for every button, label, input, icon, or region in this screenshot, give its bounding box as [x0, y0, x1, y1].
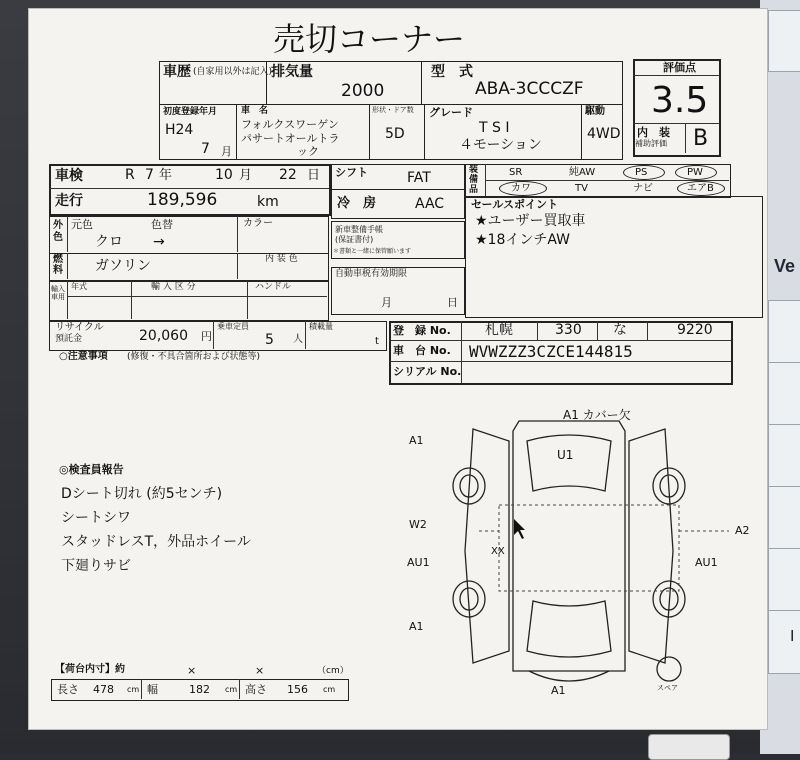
diagram-u1: U1 — [557, 448, 574, 462]
drive-label: 駆動 — [585, 106, 605, 117]
divider — [389, 340, 731, 341]
sheet-title: 売切コーナー — [273, 20, 466, 58]
shift-value: FAT — [407, 170, 431, 186]
car-name-label: 車 名 — [241, 106, 269, 116]
background-button — [648, 734, 730, 760]
displacement-value: 2000 — [341, 81, 385, 101]
capacity-label: 乗車定員 — [217, 322, 249, 331]
color-side-label: 外 色 — [53, 220, 63, 243]
interior-color-label: 内 装 色 — [265, 254, 298, 264]
unit-day: 日 — [307, 168, 321, 183]
note-3: スタッドレスT，外品ホイール — [61, 534, 251, 550]
diagram-a2: A2 — [735, 524, 750, 537]
width-value: 182 — [189, 683, 210, 696]
divider — [141, 679, 142, 699]
panel-cell — [768, 548, 800, 612]
recycle-value: 20,060 — [139, 328, 188, 344]
score-label: 評価点 — [663, 61, 696, 74]
width-label: 幅 — [147, 683, 158, 696]
equip-tv: TV — [575, 183, 588, 194]
panel-cell — [768, 610, 800, 674]
interior-sub: 補助評価 — [635, 139, 667, 148]
interior-label: 内 装 — [637, 126, 670, 139]
inspection-day: 22 — [279, 167, 297, 183]
equip-airbag: エアB — [687, 183, 714, 194]
height-label: 高さ — [245, 683, 267, 696]
divider — [67, 253, 68, 279]
interior-score: B — [693, 126, 709, 151]
tax-month: 月 — [381, 296, 392, 309]
color-value: クロ — [95, 234, 123, 250]
capacity-unit: 人 — [293, 334, 303, 345]
note-4: 下廻りサビ — [61, 558, 131, 574]
ac-label: 冷 房 — [337, 196, 377, 211]
equip-pw: PW — [687, 167, 703, 178]
divider — [131, 281, 132, 319]
mileage-unit: km — [257, 194, 279, 210]
height-value: 156 — [287, 683, 308, 696]
divider — [247, 281, 248, 319]
divider — [67, 296, 327, 297]
panel-cell — [768, 10, 800, 72]
shape-label: 形状・ドア数 — [372, 106, 414, 114]
serial-label: シリアル No. — [393, 365, 462, 378]
month-unit: 月 — [221, 145, 232, 158]
diagram-a1-left-bottom: A1 — [409, 620, 424, 633]
equipment-side-label: 装 備 品 — [469, 165, 479, 195]
import-side-label: 輸入 車用 — [51, 285, 65, 302]
capacity-value: 5 — [265, 332, 274, 348]
grade-line2: ４モーション — [459, 137, 542, 153]
reg-number: 9220 — [677, 322, 713, 338]
tax-day: 日 — [447, 296, 458, 309]
divider — [237, 216, 238, 252]
color-change-label: 色替 — [151, 218, 173, 231]
len-unit: cm — [127, 685, 140, 694]
panel-header-text: Ve — [774, 256, 796, 276]
inspection-label: 車検 — [55, 168, 83, 184]
panel-cell-text: I — [790, 628, 795, 645]
unit-month: 月 — [239, 168, 253, 183]
history-note: (自家用以外は記入) — [193, 67, 273, 77]
score-value: 3.5 — [651, 80, 709, 121]
inspector-label: ◎検査員報告 — [59, 463, 124, 476]
model-value: ABA-3CCCZF — [475, 79, 584, 99]
color-orig-label: 元色 — [71, 218, 93, 231]
load-label: 積載量 — [309, 322, 333, 331]
panel-cell — [768, 300, 800, 364]
equip-navi: ナビ — [633, 183, 653, 194]
unit-year: 年 — [159, 168, 173, 183]
grade-line1: T S I — [479, 120, 510, 136]
reg-city: 札幌 — [485, 322, 513, 338]
equip-genuine-aw: 純AW — [569, 167, 596, 178]
cargo-cm-label: （cm） — [317, 666, 349, 676]
caution-label: ○注意事項 — [59, 351, 108, 362]
handle-label: ハンドル — [255, 282, 292, 292]
month-value: 7 — [201, 141, 210, 157]
panel-cell — [768, 362, 800, 426]
car-name-line2: パサートオールトラ — [241, 132, 340, 145]
divider — [213, 321, 214, 349]
reg-kana: な — [613, 322, 627, 338]
width-unit: cm — [225, 685, 238, 694]
cargo-label: 【荷台内寸】約 — [55, 664, 125, 675]
note-1: Dシート切れ (約5センチ) — [61, 486, 223, 502]
history-label: 車歴 — [163, 64, 191, 80]
first-reg-label: 初度登録年月 — [163, 107, 218, 117]
cargo-x1: × — [187, 664, 197, 677]
diagram-w2: W2 — [409, 518, 427, 531]
manual-note: ＊書類と一緒に保管願います — [333, 248, 412, 255]
auction-sheet — [28, 8, 768, 730]
manual-label: 新車整備手帳 (保証書付) — [335, 225, 383, 244]
fuel-side-label: 燃 料 — [53, 254, 63, 276]
diagram-xx: XX — [491, 546, 505, 557]
divider — [597, 321, 598, 340]
divider — [633, 123, 719, 124]
sales-line2: ★18インチAW — [475, 232, 571, 248]
fuel-value: ガソリン — [95, 258, 151, 274]
equip-sr: SR — [509, 167, 523, 178]
grade-label: グレード — [429, 106, 473, 119]
recycle-sub: 預託金 — [55, 334, 83, 344]
note-2: シートシワ — [61, 510, 131, 526]
drive-value: 4WD — [587, 126, 621, 142]
len-label: 長さ — [57, 683, 79, 696]
divider — [389, 361, 731, 362]
len-value: 478 — [93, 683, 114, 696]
divider — [305, 321, 306, 349]
doors-value: 5D — [385, 126, 405, 142]
import-type-label: 輸 入 区 分 — [151, 282, 196, 292]
chassis-label: 車 台 No. — [393, 344, 451, 357]
divider — [239, 679, 240, 699]
import-year-label: 年式 — [71, 282, 87, 291]
recycle-unit: 円 — [201, 330, 212, 343]
color-code-label: カラー — [243, 218, 273, 229]
panel-cell — [768, 424, 800, 488]
sales-label: セールスポイント — [471, 198, 559, 211]
car-name-line1: フォルクスワーゲン — [241, 118, 339, 131]
year-value: H24 — [165, 122, 194, 138]
ac-value: AAC — [415, 196, 445, 212]
divider — [685, 123, 686, 153]
divider — [537, 321, 538, 340]
height-unit: cm — [323, 685, 336, 694]
caution-note: (修復・不具合箇所および状態等) — [127, 352, 261, 362]
equip-ps: PS — [635, 167, 648, 178]
color-arrow: → — [153, 234, 165, 250]
tax-label: 自動車税有効期限 — [335, 269, 408, 279]
diagram-au1-left: AU1 — [407, 556, 430, 569]
reg-label: 登 録 No. — [393, 324, 451, 337]
diagram-a1-left-top: A1 — [409, 434, 424, 447]
inspection-month: 10 — [215, 167, 233, 183]
divider — [67, 281, 68, 319]
mileage-value: 189,596 — [147, 190, 218, 210]
diagram-top-label: A1 カバー欠 — [563, 408, 631, 422]
diagram-a1-bottom: A1 — [551, 684, 566, 697]
car-damage-diagram — [429, 401, 749, 701]
cargo-x2: × — [255, 664, 265, 677]
diagram-au1-right: AU1 — [695, 556, 718, 569]
inspection-era: R — [125, 167, 135, 183]
reg-class: 330 — [555, 322, 582, 338]
diagram-spare: スペア — [657, 684, 678, 692]
shift-label: シフト — [335, 166, 368, 179]
panel-cell — [768, 486, 800, 550]
model-label: 型 式 — [431, 64, 473, 80]
divider — [49, 188, 329, 189]
divider — [647, 321, 648, 340]
recycle-label: リサイクル — [55, 322, 104, 333]
mileage-label: 走行 — [55, 193, 83, 209]
chassis-value: WVWZZZ3CZCE144815 — [469, 342, 633, 361]
equip-leather: カワ — [511, 183, 531, 194]
inspection-year: 7 — [145, 167, 154, 183]
displacement-label: 排気量 — [271, 64, 313, 80]
divider — [237, 253, 238, 279]
car-name-line3: ック — [297, 145, 319, 158]
divider — [633, 75, 719, 76]
sales-line1: ★ユーザー買取車 — [475, 213, 586, 229]
load-unit: t — [375, 336, 379, 347]
divider — [67, 216, 68, 252]
